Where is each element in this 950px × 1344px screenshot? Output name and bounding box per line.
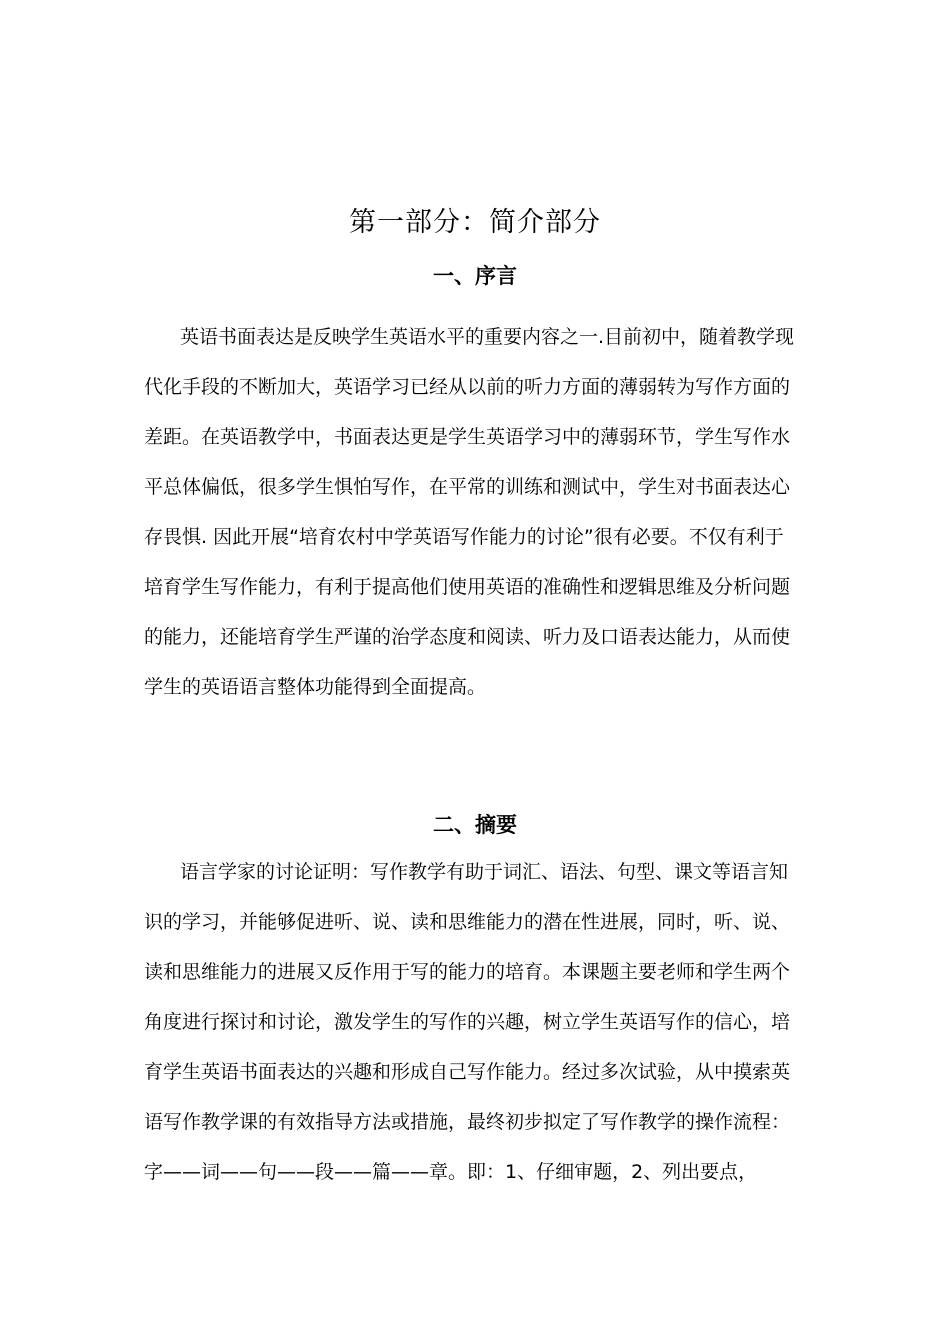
section-heading-preface: 一、序言 bbox=[433, 264, 517, 288]
paragraph-line: 角度进行探讨和讨论，激发学生的写作的兴趣，树立学生英语写作的信心，培 bbox=[144, 1011, 791, 1033]
paragraph-line: 存畏惧. 因此开展“培育农村中学英语写作能力的讨论”很有必要。不仅有利于 bbox=[144, 526, 784, 548]
paragraph-line: 平总体偏低，很多学生惧怕写作，在平常的训练和测试中，学生对书面表达心 bbox=[144, 476, 791, 498]
paragraph-line: 学生的英语语言整体功能得到全面提高。 bbox=[144, 676, 487, 698]
section-heading-abstract: 二、摘要 bbox=[433, 813, 517, 837]
paragraph-line: 的能力，还能培育学生严谨的治学态度和阅读、听力及口语表达能力，从而使 bbox=[144, 626, 791, 648]
paragraph-line: 培育学生写作能力，有利于提高他们使用英语的准确性和逻辑思维及分析问题 bbox=[144, 576, 791, 598]
paragraph-line: 语言学家的讨论证明：写作教学有助于词汇、语法、句型、课文等语言知 bbox=[180, 861, 789, 883]
paragraph-line: 英语书面表达是反映学生英语水平的重要内容之一.目前初中，随着教学现 bbox=[180, 326, 795, 348]
paragraph-line: 差距。在英语教学中，书面表达更是学生英语学习中的薄弱环节，学生写作水 bbox=[144, 426, 791, 448]
paragraph-line: 字——词——句——段——篇——章。即：1、仔细审题，2、列出要点， bbox=[144, 1161, 758, 1183]
paragraph-line: 语写作教学课的有效指导方法或措施，最终初步拟定了写作教学的操作流程： bbox=[144, 1111, 791, 1133]
paragraph-line: 识的学习，并能够促进听、说、读和思维能力的潜在性进展，同时，听、说、 bbox=[144, 911, 791, 933]
paragraph-line: 育学生英语书面表达的兴趣和形成自己写作能力。经过多次试验，从中摸索英 bbox=[144, 1061, 791, 1083]
abstract-paragraph bbox=[144, 847, 809, 1197]
paragraph-line: 读和思维能力的进展又反作用于写的能力的培育。本课题主要老师和学生两个 bbox=[144, 961, 791, 983]
part-title: 第一部分：简介部分 bbox=[349, 207, 601, 238]
preface-paragraph bbox=[144, 312, 809, 712]
paragraph-line: 代化手段的不断加大，英语学习已经从以前的听力方面的薄弱转为写作方面的 bbox=[144, 376, 791, 398]
